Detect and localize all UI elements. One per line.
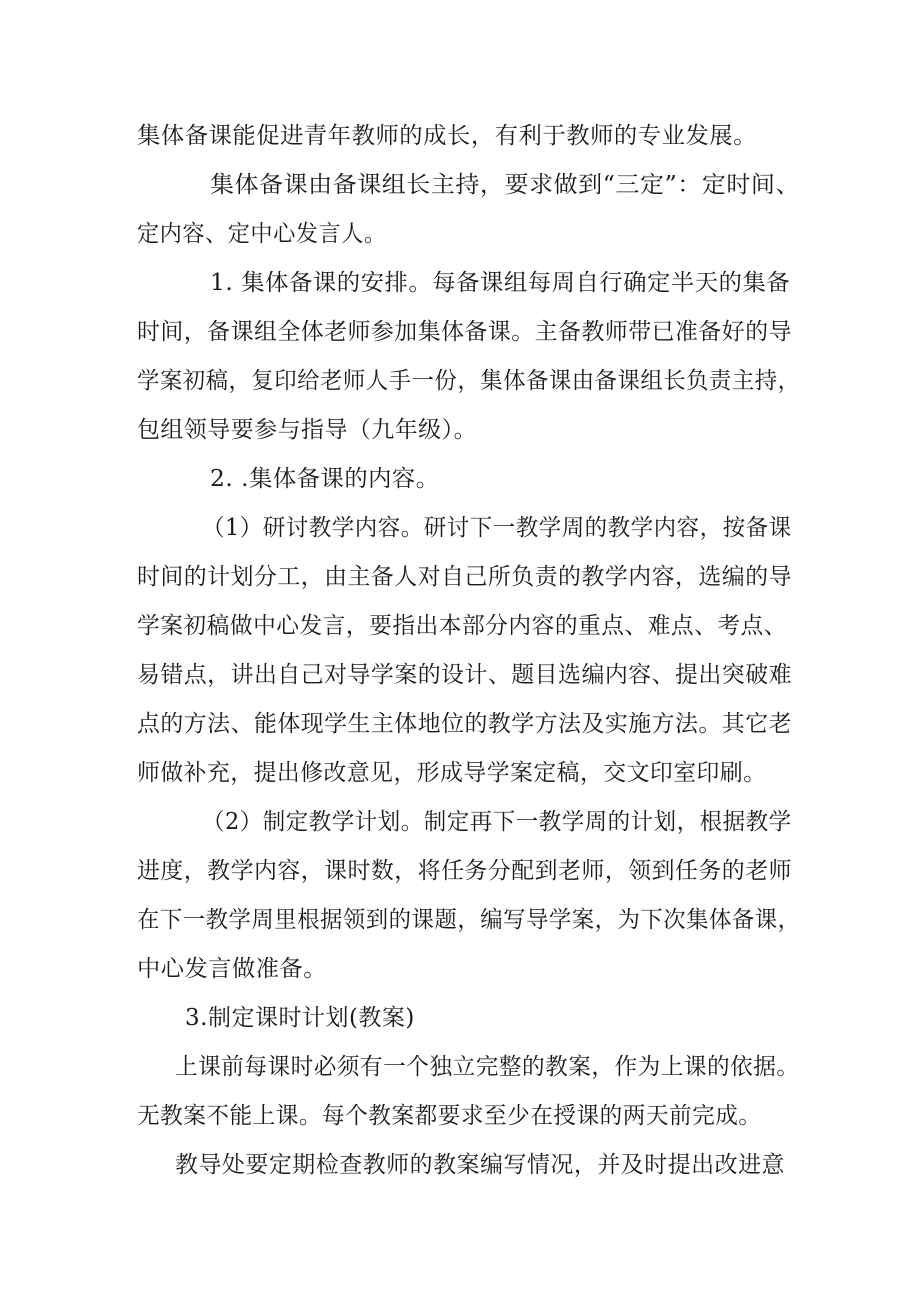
text-line: 在下一教学周里根据领到的课题，编写导学案，为下次集体备课， bbox=[137, 907, 801, 933]
text-line: 点的方法、能体现学生主体地位的教学方法及实施方法。其它老 bbox=[137, 711, 792, 737]
text-line: 3.制定课时计划(教案) bbox=[185, 1005, 415, 1031]
text-line: 学案初稿做中心发言，要指出本部分内容的重点、难点、考点、 bbox=[137, 613, 787, 639]
text-line: 进度，教学内容，课时数，将任务分配到老师，领到任务的老师 bbox=[137, 858, 792, 884]
text-line: 无教案不能上课。每个教案都要求至少在授课的两天前完成。 bbox=[137, 1103, 762, 1129]
text-line: 集体备课由备课组长主持，要求做到“三定”：定时间、 bbox=[210, 172, 801, 198]
text-line: 定内容、定中心发言人。 bbox=[137, 221, 387, 247]
text-line: 2. .集体备课的内容。 bbox=[210, 466, 440, 492]
text-line: 学案初稿，复印给老师人手一份，集体备课由备课组长负责主持， bbox=[137, 368, 801, 394]
text-line: 中心发言做准备。 bbox=[137, 956, 327, 982]
text-line: 易错点，讲出自己对导学案的设计、题目选编内容、提出突破难 bbox=[137, 662, 792, 688]
text-line: （1）研讨教学内容。研讨下一教学周的教学内容，按备课 bbox=[202, 515, 792, 541]
text-line: （2）制定教学计划。制定再下一教学周的计划，根据教学 bbox=[202, 809, 792, 835]
text-line: 包组领导要参与指导（九年级）。 bbox=[137, 417, 478, 443]
text-line: 时间的计划分工，由主备人对自己所负责的教学内容，选编的导 bbox=[137, 564, 792, 590]
text-line: 1. 集体备课的安排。每备课组每周自行确定半天的集备 bbox=[210, 270, 791, 296]
text-line: 集体备课能促进青年教师的成长，有利于教师的专业发展。 bbox=[137, 123, 757, 149]
text-line: 教导处要定期检查教师的教案编写情况，并及时提出改进意 bbox=[175, 1152, 786, 1178]
text-line: 师做补充，提出修改意见，形成导学案定稿，交文印室印刷。 bbox=[137, 760, 767, 786]
text-line: 上课前每课时必须有一个独立完整的教案，作为上课的依据。 bbox=[175, 1054, 800, 1080]
text-line: 时间，备课组全体老师参加集体备课。主备教师带已准备好的导 bbox=[137, 319, 792, 345]
